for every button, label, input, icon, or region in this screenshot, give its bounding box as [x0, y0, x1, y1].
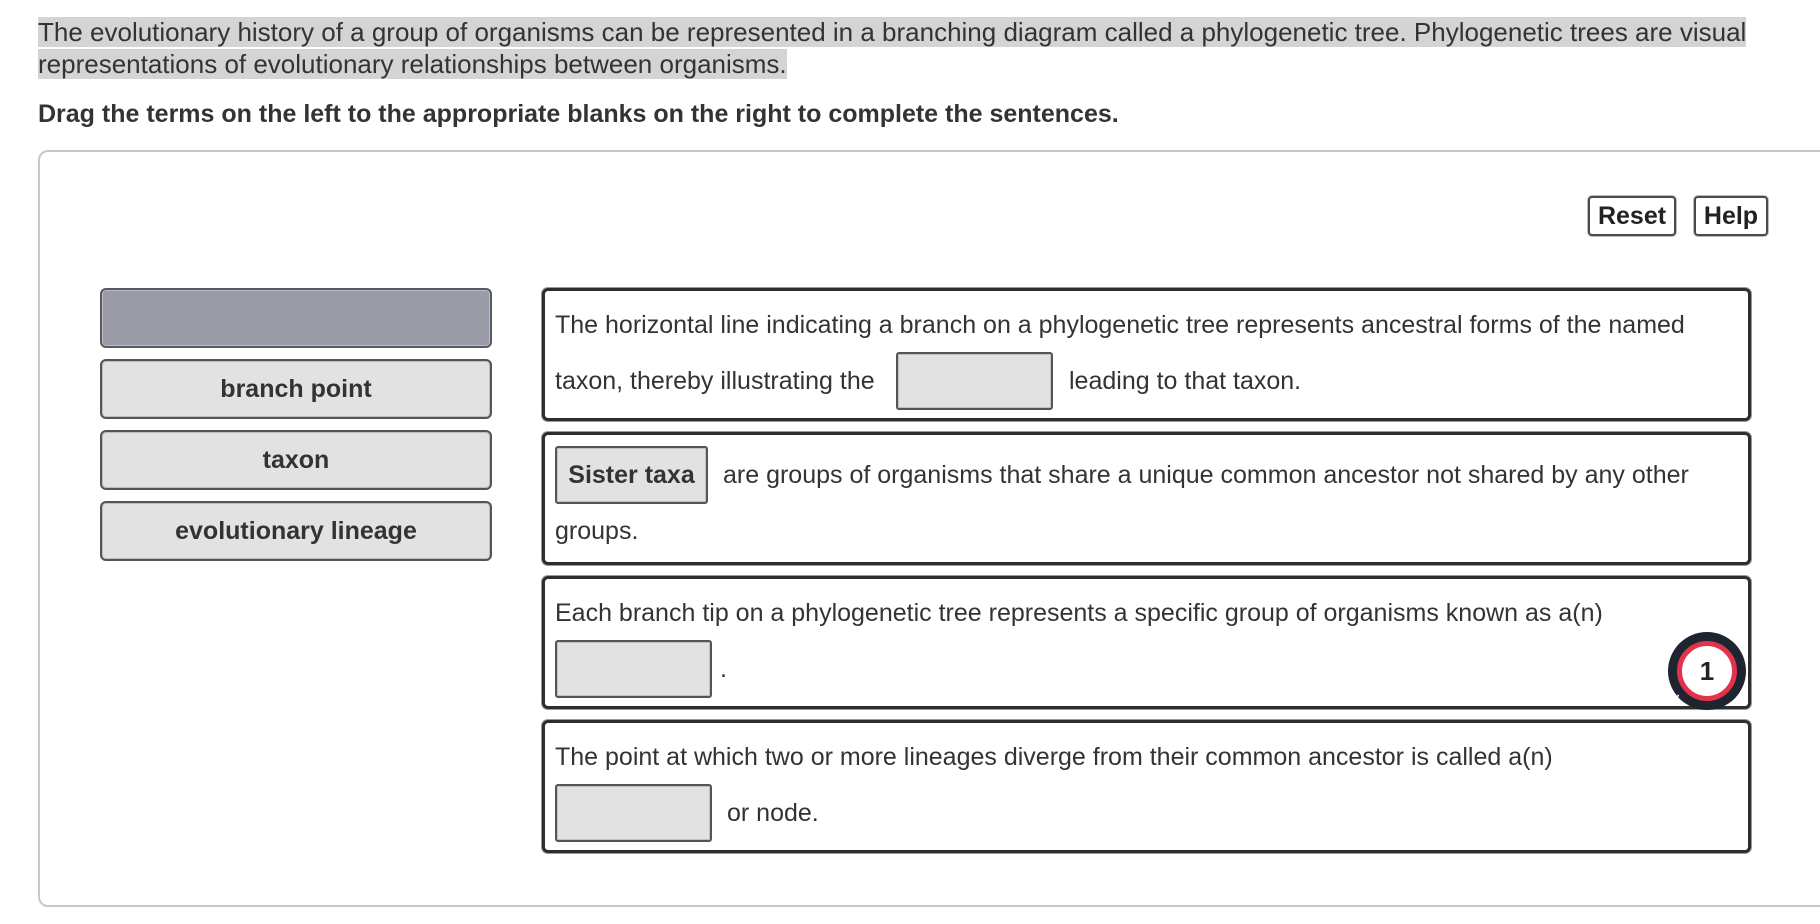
- sentence-1-after-blank: leading to that taxon.: [1069, 367, 1302, 395]
- term-taxon[interactable]: taxon: [100, 430, 492, 490]
- intro-text: The evolutionary history of a group of organisms can be represented in a branching diagram called a phylogenetic tree. Phylogenetic trees are visual representations of evolutionary relationships between organisms.: [38, 17, 1747, 79]
- sentence-2-after-blank: are groups of organisms that share a unique common ancestor not shared by any other: [723, 461, 1689, 489]
- term-slot-empty: [100, 288, 492, 348]
- sentence-3-line-1: Each branch tip on a phylogenetic tree represents a specific group of organisms known as a(n): [555, 599, 1603, 627]
- sentence-1-before-blank: taxon, thereby illustrating the: [555, 367, 875, 395]
- sentence-3-drop-target[interactable]: [555, 640, 712, 698]
- sentence-4-after-blank: or node.: [727, 799, 819, 827]
- sentence-1-line-1: The horizontal line indicating a branch on a phylogenetic tree represents ancestral forms of the named: [555, 311, 1685, 339]
- sentence-3: [542, 576, 1751, 709]
- sentence-1-drop-target[interactable]: [896, 352, 1053, 410]
- term-branch-point[interactable]: branch point: [100, 359, 492, 419]
- notification-count: 1: [1677, 641, 1737, 701]
- sentence-4: [542, 720, 1751, 853]
- instruction-text: Drag the terms on the left to the appropriate blanks on the right to complete the sentences.: [38, 100, 1119, 128]
- sentence-2-line-2: groups.: [555, 517, 639, 545]
- sentence-2: [542, 432, 1751, 565]
- term-evolutionary-lineage[interactable]: evolutionary lineage: [100, 501, 492, 561]
- reset-button[interactable]: Reset: [1588, 196, 1676, 236]
- sentence-4-drop-target[interactable]: [555, 784, 712, 842]
- help-button[interactable]: Help: [1694, 196, 1768, 236]
- drag-grip-icon[interactable]: ⠿: [1672, 693, 1680, 707]
- sentence-1: [542, 288, 1751, 421]
- sentence-3-after-blank: .: [720, 655, 727, 683]
- sentence-2-filled-term[interactable]: Sister taxa: [555, 446, 708, 504]
- sentence-4-line-1: The point at which two or more lineages diverge from their common ancestor is called a(n): [555, 743, 1553, 771]
